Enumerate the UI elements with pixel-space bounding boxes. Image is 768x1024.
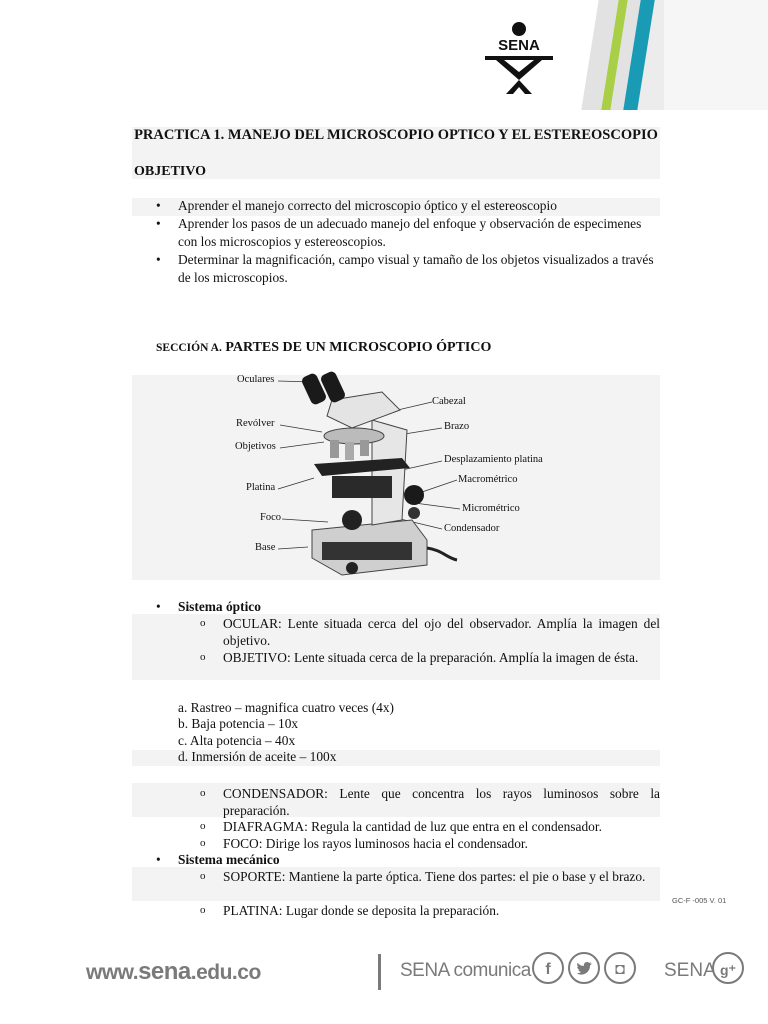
svg-text:SENA: SENA <box>498 37 540 54</box>
section-prefix: SECCIÓN A. <box>156 342 222 354</box>
document-code: GC-F -005 V. 01 <box>672 896 727 905</box>
sistema-optico-heading: • Sistema óptico <box>150 598 660 615</box>
label-base: Base <box>255 542 276 553</box>
decor-stripe-white <box>664 0 768 110</box>
label-brazo: Brazo <box>444 421 470 432</box>
sena-logo <box>482 20 556 94</box>
objective-item: • Aprender los pasos de un adecuado manejo del enfoque y observación de especimenes con los microscopios y estereoscopios. <box>150 215 660 251</box>
condensador-item <box>150 785 660 819</box>
label-condensador: Condensador <box>444 523 500 534</box>
objective-heading: OBJETIVO <box>134 164 207 179</box>
section-heading <box>156 340 491 356</box>
section-title: PARTES DE UN MICROSCOPIO ÓPTICO <box>225 340 492 355</box>
microscope-figure <box>232 370 562 580</box>
document-title: PRACTICA 1. MANEJO DEL MICROSCOPIO OPTICO Y EL ESTEREOSCOPIO <box>134 127 658 143</box>
label-cabezal: Cabezal <box>432 396 466 407</box>
label-foco: Foco <box>260 512 281 523</box>
twitter-bird-icon <box>575 959 593 977</box>
condensador-text: CONDENSADOR: Lente que concentra los rayos luminosos sobre la preparación. <box>223 786 660 818</box>
bullet-o: o <box>200 870 206 882</box>
soporte-item <box>150 868 660 885</box>
facebook-icon[interactable]: f <box>532 952 564 984</box>
bullet-o: o <box>200 904 206 916</box>
sistema-mecanico-label: Sistema mecánico <box>178 852 280 867</box>
objective-item: • Aprender el manejo correcto del microscopio óptico y el estereoscopio <box>150 197 660 215</box>
magnification-item: d. Inmersión de aceite – 100x <box>178 749 337 765</box>
footer-divider <box>378 954 381 990</box>
magnification-item: b. Baja potencia – 10x <box>178 716 299 732</box>
label-micrometrico: Micrométrico <box>462 503 520 514</box>
diafragma-item <box>150 818 660 835</box>
diafragma-text: DIAFRAGMA: Regula la cantidad de luz que entra en el condensador. <box>223 819 602 834</box>
bullet-o: o <box>200 617 206 629</box>
label-revolver: Revólver <box>236 418 275 429</box>
objective-item: • Determinar la magnificación, campo visual y tamaño de los objetos visualizados a través de los microscopios. <box>150 251 660 287</box>
platina-text: PLATINA: Lugar donde se deposita la preparación. <box>223 903 500 918</box>
instagram-icon[interactable]: ◘ <box>604 952 636 984</box>
objectives-list <box>150 197 660 287</box>
bullet-o: o <box>200 651 206 663</box>
website-post: .edu.co <box>190 961 261 984</box>
platina-item <box>150 902 660 919</box>
objetivo-text: OBJETIVO: Lente situada cerca de la preparación. Amplía la imagen de ésta. <box>223 650 639 665</box>
label-oculares: Oculares <box>237 374 275 385</box>
magnification-list <box>178 700 394 766</box>
soporte-text: SOPORTE: Mantiene la parte óptica. Tiene dos partes: el pie o base y el brazo. <box>223 869 646 884</box>
website-pre: www. <box>86 961 139 984</box>
objetivo-item <box>150 649 660 666</box>
bullet-o: o <box>200 837 206 849</box>
label-macrometrico: Macrométrico <box>458 474 518 485</box>
twitter-icon[interactable] <box>568 952 600 984</box>
website-link[interactable] <box>86 958 261 986</box>
ocular-text: OCULAR: Lente situada cerca del ojo del observador. Amplía la imagen del objetivo. <box>223 616 660 648</box>
googleplus-icon[interactable]: g⁺ <box>712 952 744 984</box>
bullet-o: o <box>200 820 206 832</box>
bullet-o: o <box>200 787 206 799</box>
magnification-item: c. Alta potencia – 40x <box>178 732 296 748</box>
sistema-mecanico-heading: • Sistema mecánico <box>150 851 660 868</box>
website-brand: sena <box>138 958 191 985</box>
magnification-item: a. Rastreo – magnifica cuatro veces (4x) <box>178 700 395 715</box>
label-objetivos: Objetivos <box>235 441 276 452</box>
sistema-optico-label: Sistema óptico <box>178 599 261 614</box>
label-platina: Platina <box>246 482 276 493</box>
foco-item <box>150 835 660 852</box>
sena-gplus-label: SENA <box>664 960 716 981</box>
foco-text: FOCO: Dirige los rayos luminosos hacia el condensador. <box>223 836 528 851</box>
sena-comunica: SENA comunica <box>400 960 531 981</box>
ocular-item <box>150 615 660 649</box>
label-desplazamiento-platina: Desplazamiento platina <box>444 454 543 465</box>
